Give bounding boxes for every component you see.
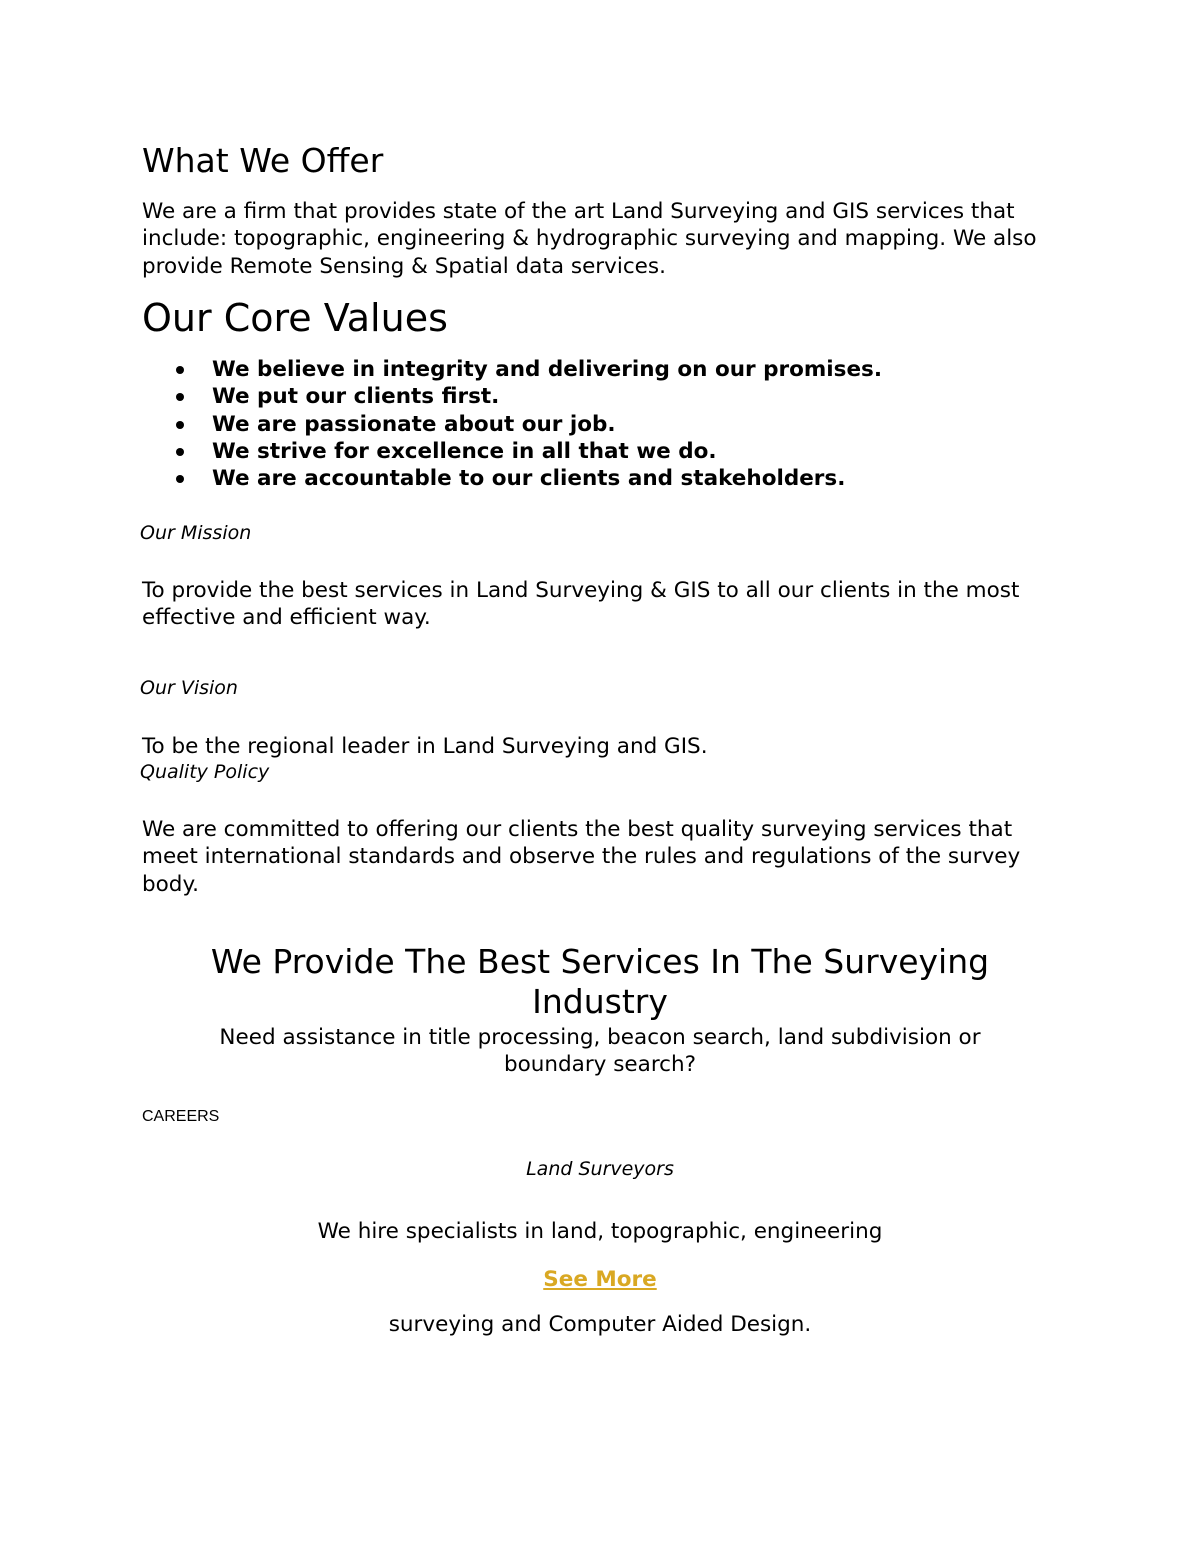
services-question xyxy=(0,1024,1200,1079)
careers-text: We hire specialists in land, topographic, engineering xyxy=(317,1219,883,1244)
see-more-container xyxy=(0,1266,1200,1293)
bullet-icon xyxy=(176,393,184,401)
what-we-offer-heading: What We Offer xyxy=(142,141,384,180)
vision-text: To be the regional leader in Land Surveying and GIS. xyxy=(142,734,708,759)
services-question-line: Need assistance in title processing, beacon search, land subdivision or xyxy=(219,1025,981,1050)
services-question-line: boundary search? xyxy=(503,1052,697,1078)
core-value-item xyxy=(142,356,1092,383)
services-heading-line: We Provide The Best Services In The Surveying xyxy=(210,942,990,981)
services-heading-line: Industry xyxy=(532,982,668,1021)
core-value-text: We put our clients first. xyxy=(212,384,500,410)
mission-heading: Our Mission xyxy=(140,522,252,544)
bullet-icon xyxy=(176,421,184,429)
quality-policy-text: We are committed to offering our clients the best quality surveying services that meet international standards and observe the rules and regulations of the survey body. xyxy=(142,817,1021,897)
careers-text-after: surveying and Computer Aided Design. xyxy=(388,1312,812,1337)
core-values-list xyxy=(142,356,1092,492)
vision-heading: Our Vision xyxy=(140,677,238,699)
core-value-text: We are passionate about our job. xyxy=(212,411,616,437)
core-values-heading: Our Core Values xyxy=(142,296,448,340)
bullet-icon xyxy=(176,475,184,483)
mission-text: To provide the best services in Land Surveying & GIS to all our clients in the most effective and efficient way. xyxy=(142,578,1020,631)
what-we-offer-text: We are a firm that provides state of the art Land Surveying and GIS services that include: topographic, engineering & hydrographic surveying and mapping. We also provide Remote Sensing & Spatial data services. xyxy=(142,199,1037,279)
careers-label: CAREERS xyxy=(142,1108,220,1125)
careers-role: Land Surveyors xyxy=(526,1158,674,1180)
quality-policy-heading: Quality Policy xyxy=(140,761,270,783)
see-more-link[interactable]: See More xyxy=(543,1267,657,1292)
core-value-text: We strive for excellence in all that we do. xyxy=(212,438,717,464)
core-value-text: We believe in integrity and delivering on our promises. xyxy=(212,357,882,382)
core-value-item xyxy=(142,383,1092,410)
core-value-item xyxy=(142,438,1092,465)
services-heading xyxy=(0,942,1200,1022)
core-value-text: We are accountable to our clients and stakeholders. xyxy=(212,466,846,492)
bullet-icon xyxy=(176,366,184,374)
bullet-icon xyxy=(176,448,184,456)
core-value-item xyxy=(142,411,1092,438)
core-value-item xyxy=(142,465,1092,492)
